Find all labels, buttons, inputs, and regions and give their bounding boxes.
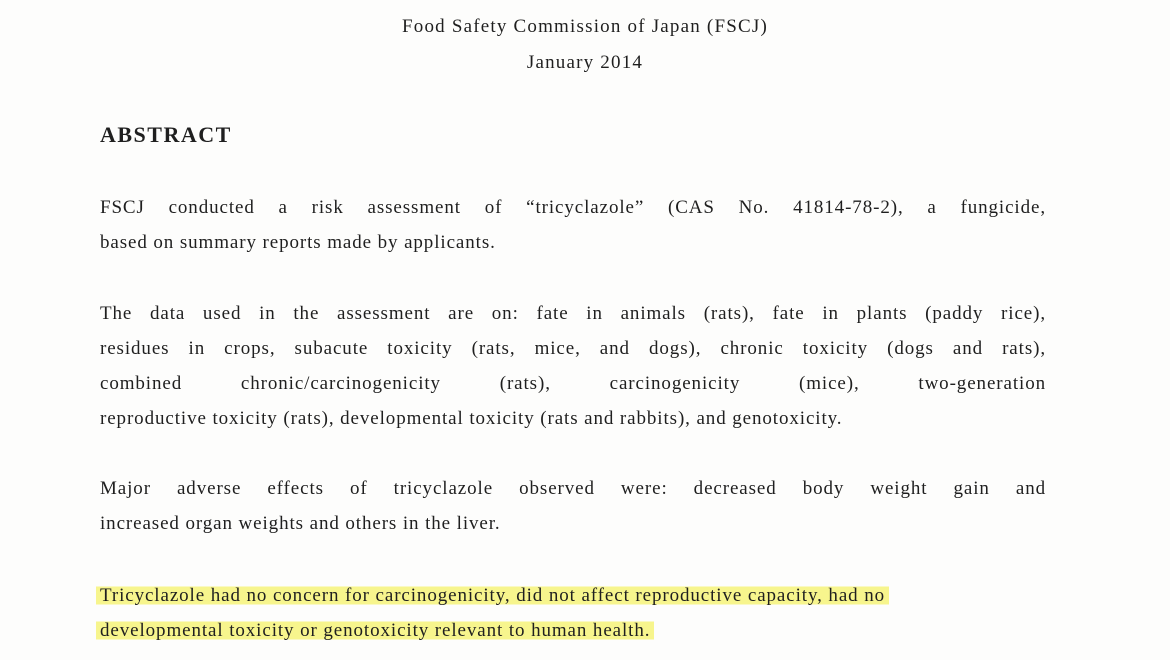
paragraph-line: based on summary reports made by applicants. [100,232,496,253]
paragraph-line: reproductive toxicity (rats), developmental toxicity (rats and rabbits), and genotoxicity. [100,408,843,429]
organization-name: Food Safety Commission of Japan (FSCJ) [402,16,768,37]
paragraph-conclusion-highlighted [100,578,1046,648]
highlighted-text: Tricyclazole had no concern for carcinogenicity, did not affect reproductive capacity, had no [96,585,889,606]
highlighted-line-wrapper [100,613,1046,648]
document-date: January 2014 [526,52,644,73]
paragraph-line: FSCJ conducted a risk assessment of “tricyclazole” (CAS No. 41814-78-2), a fungicide, [100,197,1046,218]
abstract-heading: ABSTRACT [100,122,232,147]
paragraph-assessment-intro [100,190,1046,260]
paragraph-line: combined chronic/carcinogenicity (rats), carcinogenicity (mice), two-generation [100,373,1046,394]
paragraph-line: increased organ weights and others in the liver. [100,513,501,534]
highlighted-text: developmental toxicity or genotoxicity relevant to human health. [96,620,654,641]
paragraph-adverse-effects [100,471,1046,541]
paragraph-line: The data used in the assessment are on: fate in animals (rats), fate in plants (paddy rice), [100,303,1046,324]
paragraph-line: residues in crops, subacute toxicity (rats, mice, and dogs), chronic toxicity (dogs and rats), [100,338,1046,359]
paragraph-line: Major adverse effects of tricyclazole observed were: decreased body weight gain and [100,478,1046,499]
highlighted-line-wrapper [100,578,1046,613]
paragraph-data-used [100,296,1046,436]
